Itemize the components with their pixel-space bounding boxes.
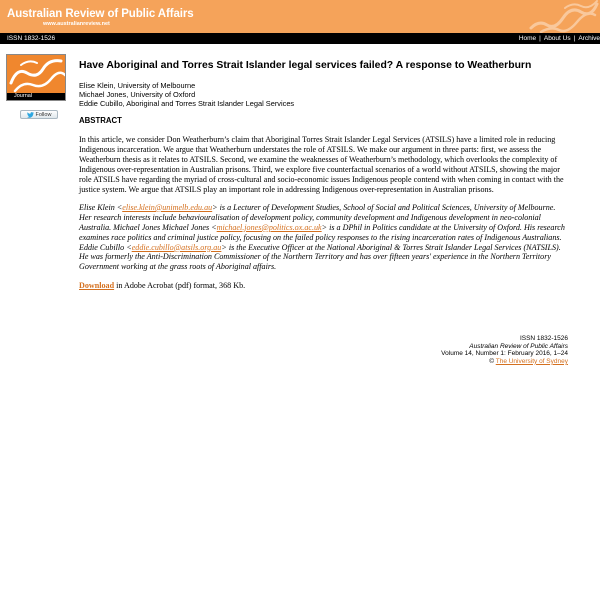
- journal-logo[interactable]: [6, 54, 66, 101]
- author-item: Michael Jones, University of Oxford: [79, 90, 196, 99]
- site-banner: [0, 0, 600, 33]
- bio-text: > is the Executive Officer at the National Aboriginal & Torres Strait Islander Legal Services (NATSILS). He was formerly the Anti-Discrimination Commissioner of the Northern Territory and has over fifteen years' experience in the Northern Territory Government working at the grass roots of Aboriginal affairs.: [79, 242, 561, 272]
- copyright-symbol: ©: [489, 357, 495, 365]
- journal-logo-icon: [7, 55, 66, 95]
- banner-decoration-icon: [525, 0, 600, 33]
- follow-button-label: Follow: [35, 111, 52, 118]
- bio-text: > is a Lecturer of Development Studies, School of Social and Political Sciences, University of Melbourne. Her research interests include behaviouralisation of development policy, community development and Indigenous development in neo-colonial Australia. Michael Jones Michael Jones <: [79, 202, 556, 232]
- footer-issn: ISSN 1832-1526: [519, 335, 568, 342]
- download-line: [79, 281, 569, 291]
- author-bios: [79, 203, 569, 273]
- nav-link-about-us[interactable]: About Us: [543, 34, 571, 42]
- download-link[interactable]: Download: [79, 281, 115, 291]
- article-content: [79, 59, 569, 291]
- author-item: Elise Klein, University of Melbourne: [79, 81, 196, 90]
- abstract-text: In this article, we consider Don Weatherburn’s claim that Aboriginal Torres Strait Islander Legal Services (ATSILS) have a limited role in reducing Indigenous incarceration. We argue that Weatherburn understates the role of ATSILS. We make our argument in three parts: first, we assess the Weatherburn thesis as it relates to ATSILS. Second, we examine the weaknesses of Weatherburn’s methodology, which overlooks the complexity of Indigenous over-representation in Australian prisons. Third, we explore five counterfactual scenarios of a world without ATSILS, showing the major role ATSILS have regarding the myriad of cross-cultural and socio-economic issues Indigenous people contend with when coming in contact with the justice system. We argue that ATSILS play an important role in addressing Indigenous over-representation in Australian prisons.: [79, 135, 564, 194]
- site-title[interactable]: Australian Review of Public Affairs: [7, 8, 194, 20]
- journal-logo-strip: [7, 93, 65, 100]
- footer-copyright: [441, 358, 568, 366]
- site-url: www.australianreview.net: [43, 21, 110, 27]
- nav-separator: |: [573, 34, 576, 42]
- twitter-follow-button[interactable]: [20, 110, 58, 119]
- author-item: Eddie Cubillo, Aboriginal and Torres Strait Islander Legal Services: [79, 99, 295, 108]
- journal-logo-label: Journal: [14, 93, 33, 99]
- twitter-bird-icon: [27, 112, 34, 118]
- footer-journal-name: Australian Review of Public Affairs: [469, 342, 568, 350]
- email-link-cubillo[interactable]: eddie.cubillo@atsils.org.au: [131, 242, 222, 252]
- abstract-heading: ABSTRACT: [79, 116, 122, 125]
- bio-text: > is a DPhil in Politics candidate at the University of Oxford. His research examines race politics and criminal justice policy, focusing on the failed policy responses to the rising incarceration rates of Indigenous Australians. Eddie Cubillo <: [79, 222, 565, 252]
- navbar-issn: ISSN 1832-1526: [7, 34, 56, 42]
- email-link-jones[interactable]: michael.jones@politics.ox.ac.uk: [216, 222, 322, 232]
- download-description: in Adobe Acrobat (pdf) format, 368 Kb.: [114, 281, 246, 291]
- bio-text: Elise Klein <: [79, 202, 123, 212]
- nav-link-archive[interactable]: Archive: [578, 34, 600, 42]
- citation-footer: [441, 335, 568, 365]
- author-list: [79, 81, 569, 108]
- nav-separator: |: [539, 34, 541, 42]
- nav-links: [519, 35, 600, 42]
- footer-volume: Volume 14, Number 1: February 2016, 1–24: [441, 350, 568, 358]
- nav-link-home[interactable]: Home: [518, 34, 537, 42]
- email-link-klein[interactable]: elise.klein@unimelb.edu.au: [122, 202, 213, 212]
- top-navbar: [0, 33, 600, 44]
- article-title: Have Aboriginal and Torres Strait Islander legal services failed? A response to Weatherburn: [79, 60, 532, 71]
- publisher-link[interactable]: The University of Sydney: [495, 357, 568, 365]
